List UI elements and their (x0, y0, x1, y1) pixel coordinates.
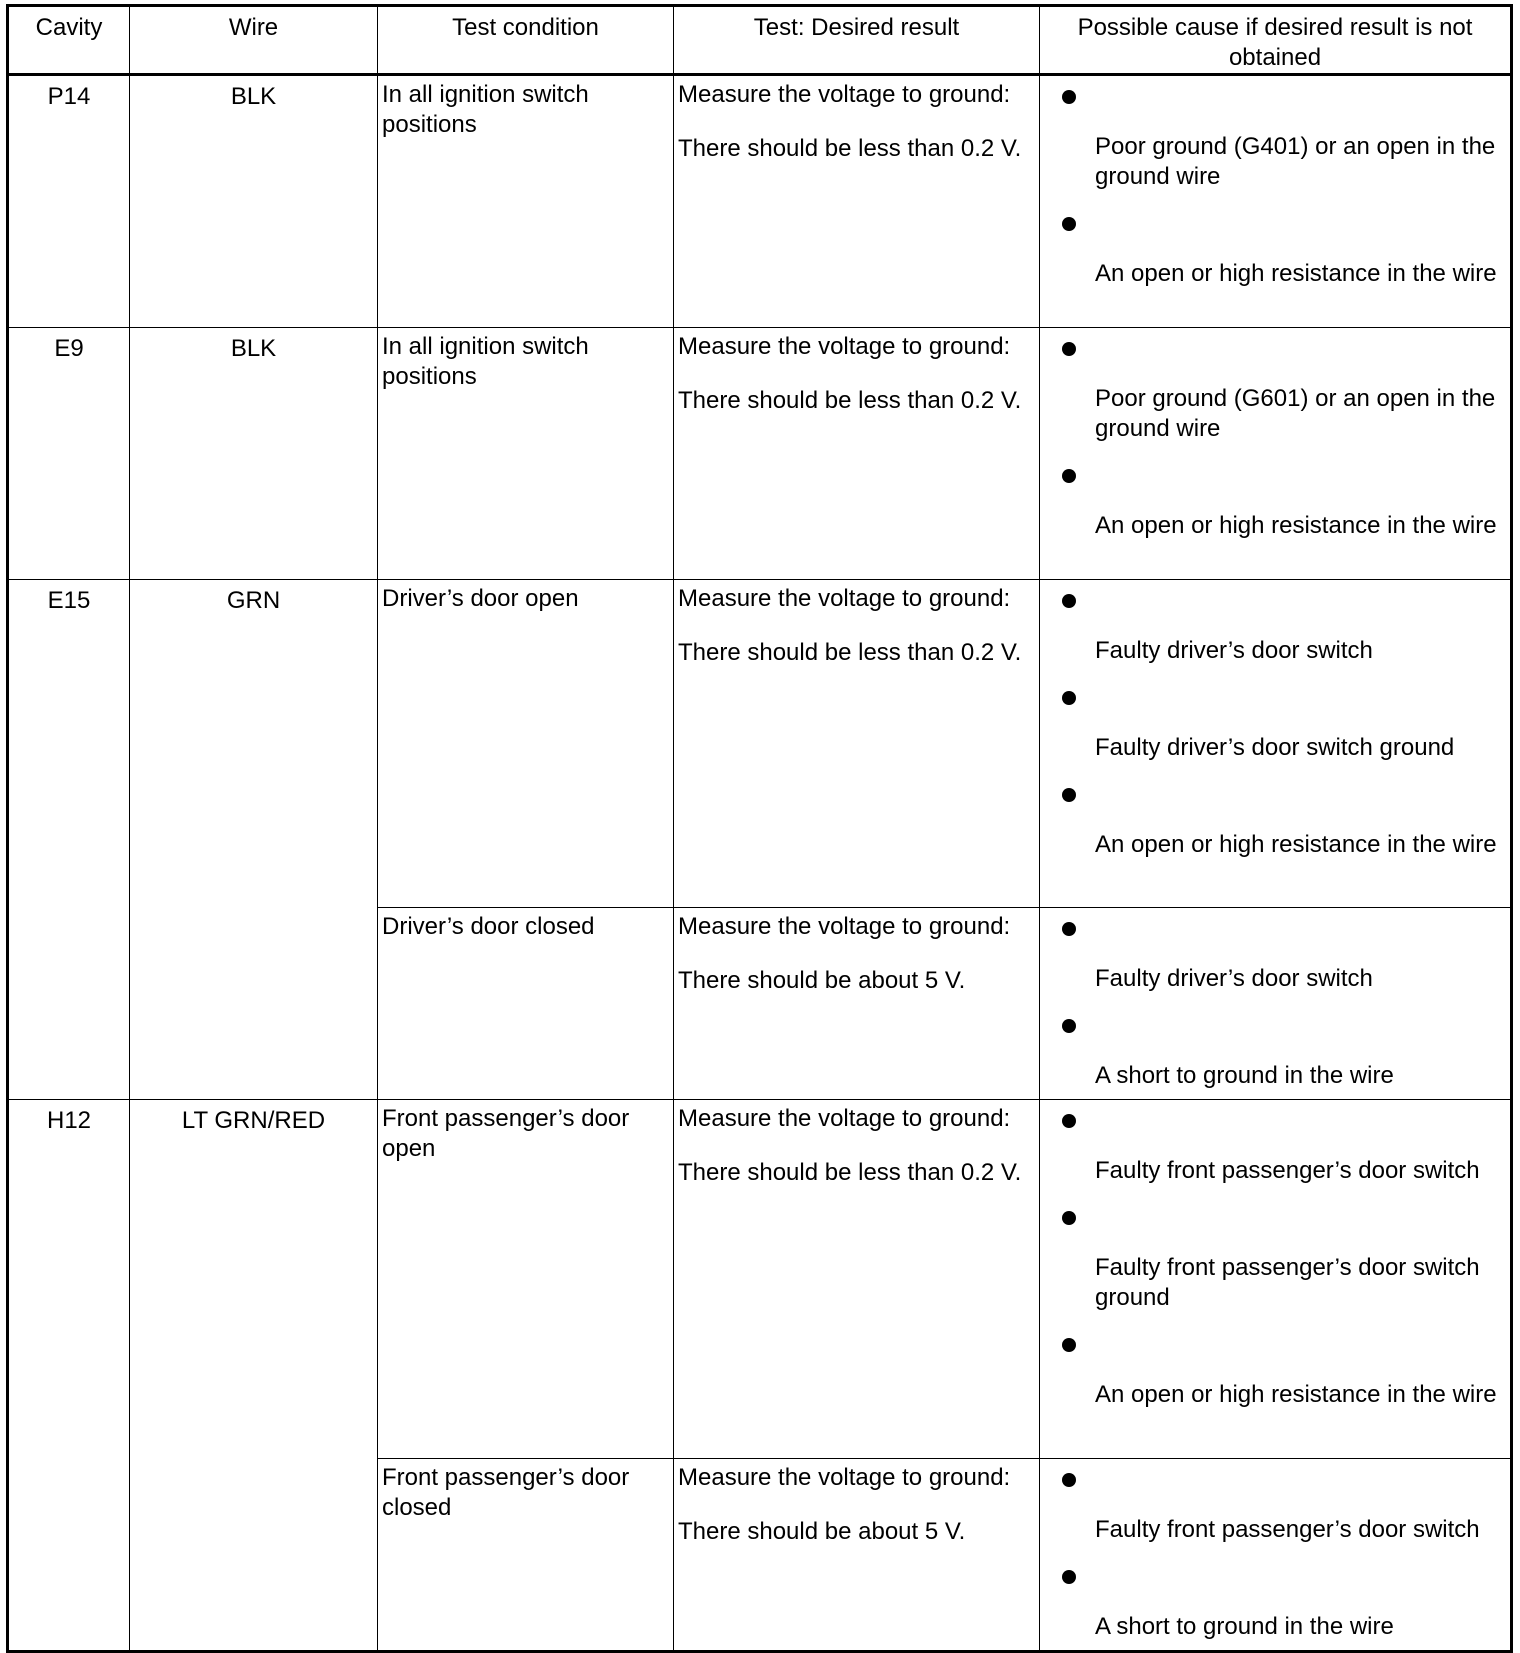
result-expected: There should be about 5 V. (678, 967, 966, 994)
bullet-icon (1062, 1473, 1076, 1487)
table-row (8, 580, 1512, 908)
result-instruction: Measure the voltage to ground: (678, 1464, 1011, 1491)
cause-item (1060, 912, 1510, 994)
header-possible-cause: Possible cause if desired result is not obtained (1040, 6, 1512, 75)
test-condition-cell: Front passenger’s door open (378, 1100, 674, 1459)
result-expected: There should be less than 0.2 V. (678, 1159, 1022, 1186)
desired-result-cell (674, 908, 1040, 1100)
possible-cause-cell (1040, 75, 1512, 328)
bullet-icon (1062, 90, 1076, 104)
possible-cause-cell (1040, 1100, 1512, 1459)
header-row (8, 6, 1512, 75)
test-condition-cell: In all ignition switch positions (378, 75, 674, 328)
header-desired-result: Test: Desired result (674, 6, 1040, 75)
cause-item (1060, 1009, 1510, 1091)
bullet-icon (1062, 1570, 1076, 1584)
cavity-cell: E9 (8, 328, 130, 580)
result-instruction: Measure the voltage to ground: (678, 913, 1011, 940)
cause-text: Poor ground (G401) or an open in the ground wire (1095, 133, 1496, 190)
header-cavity: Cavity (8, 6, 130, 75)
cause-text: Faulty front passenger’s door switch (1095, 1516, 1480, 1543)
cause-item (1060, 584, 1510, 666)
cause-text: A short to ground in the wire (1095, 1613, 1394, 1640)
desired-result-cell (674, 1459, 1040, 1652)
cause-item (1060, 459, 1510, 541)
desired-result-cell (674, 1100, 1040, 1459)
cause-item (1060, 207, 1510, 289)
cause-item (1060, 332, 1510, 444)
result-instruction: Measure the voltage to ground: (678, 585, 1011, 612)
cause-text: Poor ground (G601) or an open in the ground wire (1095, 385, 1496, 442)
wire-cell: BLK (130, 328, 378, 580)
cause-item (1060, 1328, 1510, 1410)
bullet-icon (1062, 1019, 1076, 1033)
cavity-cell: E15 (8, 580, 130, 1100)
bullet-icon (1062, 469, 1076, 483)
bullet-icon (1062, 1211, 1076, 1225)
possible-cause-cell (1040, 908, 1512, 1100)
result-expected: There should be less than 0.2 V. (678, 387, 1022, 414)
test-condition-cell: Front passenger’s door closed (378, 1459, 674, 1652)
table-row (8, 1100, 1512, 1459)
cause-text: Faulty front passenger’s door switch (1095, 1157, 1480, 1184)
test-condition-cell: Driver’s door closed (378, 908, 674, 1100)
wire-cell: BLK (130, 75, 378, 328)
desired-result-cell (674, 328, 1040, 580)
result-expected: There should be less than 0.2 V. (678, 639, 1022, 666)
wire-cell: LT GRN/RED (130, 1100, 378, 1652)
result-expected: There should be about 5 V. (678, 1518, 966, 1545)
possible-cause-cell (1040, 328, 1512, 580)
cause-text: An open or high resistance in the wire (1095, 512, 1497, 539)
bullet-icon (1062, 691, 1076, 705)
cause-text: Faulty driver’s door switch ground (1095, 734, 1455, 761)
bullet-icon (1062, 217, 1076, 231)
test-condition-cell: Driver’s door open (378, 580, 674, 908)
cause-item (1060, 1201, 1510, 1313)
cause-item (1060, 1463, 1510, 1545)
bullet-icon (1062, 1338, 1076, 1352)
wire-cell: GRN (130, 580, 378, 1100)
possible-cause-cell (1040, 1459, 1512, 1652)
possible-cause-cell (1040, 580, 1512, 908)
bullet-icon (1062, 922, 1076, 936)
cause-text: Faulty driver’s door switch (1095, 637, 1373, 664)
table-row (8, 328, 1512, 580)
cause-text: An open or high resistance in the wire (1095, 831, 1497, 858)
cavity-cell: H12 (8, 1100, 130, 1652)
cause-item (1060, 1560, 1510, 1642)
cavity-cell: P14 (8, 75, 130, 328)
result-expected: There should be less than 0.2 V. (678, 135, 1022, 162)
cause-text: A short to ground in the wire (1095, 1062, 1394, 1089)
diagnostic-table (6, 4, 1513, 1653)
test-condition-cell: In all ignition switch positions (378, 328, 674, 580)
desired-result-cell (674, 75, 1040, 328)
bullet-icon (1062, 788, 1076, 802)
cause-text: Faulty driver’s door switch (1095, 965, 1373, 992)
bullet-icon (1062, 342, 1076, 356)
cause-text: An open or high resistance in the wire (1095, 260, 1497, 287)
cause-text: An open or high resistance in the wire (1095, 1381, 1497, 1408)
bullet-icon (1062, 1114, 1076, 1128)
cause-item (1060, 778, 1510, 860)
result-instruction: Measure the voltage to ground: (678, 81, 1011, 108)
result-instruction: Measure the voltage to ground: (678, 1105, 1011, 1132)
cause-item (1060, 681, 1510, 763)
cause-item (1060, 1104, 1510, 1186)
bullet-icon (1062, 594, 1076, 608)
table-row (8, 75, 1512, 328)
result-instruction: Measure the voltage to ground: (678, 333, 1011, 360)
header-test-condition: Test condition (378, 6, 674, 75)
cause-item (1060, 80, 1510, 192)
cause-text: Faulty front passenger’s door switch ground (1095, 1254, 1480, 1311)
desired-result-cell (674, 580, 1040, 908)
header-wire: Wire (130, 6, 378, 75)
